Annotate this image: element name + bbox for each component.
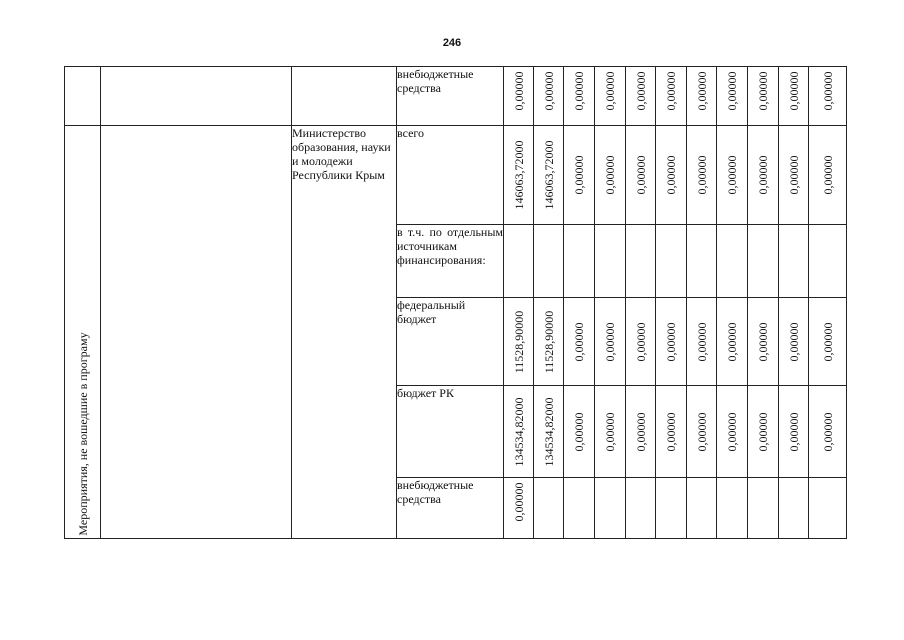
value-cell	[717, 67, 748, 126]
value-cell	[748, 225, 779, 298]
executor-cell: Министерство образования, науки и молодежи Республики Крым	[292, 126, 397, 539]
value-text: 0,00000	[756, 322, 770, 361]
value-cell	[504, 67, 534, 126]
value-cell	[626, 225, 656, 298]
value-text: 0,00000	[541, 71, 556, 110]
value-text: 11528,90000	[511, 310, 526, 373]
side-heading: Мероприятия, не вошедшие в програму	[75, 331, 90, 536]
source-label	[397, 298, 504, 386]
value-text: 134534,82000	[541, 397, 556, 466]
value-cell	[656, 225, 687, 298]
value-cell	[626, 386, 656, 478]
value-text: 146063,72000	[541, 140, 556, 210]
value-text: 0,00000	[572, 412, 586, 451]
value-cell	[779, 67, 809, 126]
value-text: 0,00000	[603, 412, 617, 451]
value-text: 0,00000	[725, 412, 739, 451]
value-cell	[534, 126, 564, 225]
value-cell	[595, 67, 626, 126]
value-text: 0,00000	[820, 71, 835, 110]
value-cell	[504, 478, 534, 539]
value-cell	[595, 386, 626, 478]
value-text: 0,00000	[786, 155, 801, 195]
value-cell	[809, 386, 847, 478]
value-cell	[595, 298, 626, 386]
value-cell	[687, 67, 717, 126]
value-cell	[564, 67, 595, 126]
value-cell	[626, 126, 656, 225]
value-cell	[809, 126, 847, 225]
value-cell	[809, 225, 847, 298]
value-cell	[626, 478, 656, 539]
value-text: 0,00000	[664, 322, 678, 361]
source-label-text: всего	[397, 126, 425, 140]
source-label-text: бюджет РК	[397, 386, 454, 400]
value-text: 0,00000	[756, 155, 770, 195]
value-cell	[564, 126, 595, 225]
table-body	[65, 67, 847, 539]
source-label	[397, 126, 504, 225]
value-text: 0,00000	[572, 155, 586, 195]
value-cell	[504, 298, 534, 386]
table-row	[65, 126, 847, 225]
table-row-top	[65, 67, 847, 126]
value-cell	[687, 298, 717, 386]
value-text: 0,00000	[820, 322, 835, 361]
value-cell	[717, 386, 748, 478]
source-label-text: федеральный бюджет	[397, 298, 466, 326]
value-cell	[564, 386, 595, 478]
source-label-text: в т.ч. по отдельным источникам финансирования:	[397, 225, 503, 267]
value-cell	[595, 225, 626, 298]
value-text: 0,00000	[694, 322, 709, 361]
value-cell	[748, 478, 779, 539]
value-text: 0,00000	[664, 71, 678, 110]
page-number: 246	[442, 37, 462, 49]
value-cell	[809, 298, 847, 386]
source-label	[397, 478, 504, 539]
value-text: 0,00000	[786, 322, 801, 361]
side-cell-empty	[65, 67, 101, 126]
value-text: 146063,72000	[511, 140, 526, 210]
value-cell	[687, 225, 717, 298]
value-text: 0,00000	[511, 71, 526, 110]
value-cell	[687, 386, 717, 478]
event-cell-empty	[101, 126, 292, 539]
value-text: 0,00000	[820, 155, 835, 195]
value-cell	[534, 386, 564, 478]
value-cell	[779, 298, 809, 386]
source-label-text: внебюджетные средства	[397, 478, 474, 506]
value-text: 0,00000	[694, 155, 709, 195]
value-cell	[504, 386, 534, 478]
value-text: 0,00000	[725, 155, 739, 195]
value-cell	[687, 126, 717, 225]
value-cell	[504, 225, 534, 298]
value-text: 0,00000	[786, 412, 801, 451]
value-cell	[748, 386, 779, 478]
value-cell	[748, 67, 779, 126]
value-cell	[534, 298, 564, 386]
source-label: внебюджетные средства	[397, 67, 504, 126]
value-text: 0,00000	[725, 322, 739, 361]
value-cell	[809, 67, 847, 126]
value-text: 134534,82000	[511, 397, 526, 466]
value-text: 0,00000	[820, 412, 835, 451]
value-text: 0,00000	[725, 71, 739, 110]
value-cell	[534, 67, 564, 126]
value-text: 0,00000	[572, 322, 586, 361]
value-cell	[717, 298, 748, 386]
value-cell	[717, 225, 748, 298]
source-label	[397, 386, 504, 478]
value-cell	[595, 478, 626, 539]
value-cell	[656, 126, 687, 225]
value-text: 0,00000	[603, 71, 617, 110]
value-cell	[564, 298, 595, 386]
value-text: 0,00000	[603, 155, 617, 195]
value-text: 0,00000	[633, 71, 648, 110]
side-heading-cell	[65, 126, 101, 539]
value-cell	[626, 298, 656, 386]
value-text: 11528,90000	[541, 310, 556, 373]
value-cell	[809, 478, 847, 539]
value-text: 0,00000	[786, 71, 801, 110]
value-text: 0,00000	[756, 412, 770, 451]
value-cell	[779, 478, 809, 539]
value-cell	[564, 225, 595, 298]
value-cell	[504, 126, 534, 225]
value-text: 0,00000	[633, 155, 648, 195]
value-text: 0,00000	[603, 322, 617, 361]
value-cell	[717, 126, 748, 225]
value-cell	[656, 67, 687, 126]
value-cell	[779, 225, 809, 298]
value-cell	[595, 126, 626, 225]
value-cell	[656, 478, 687, 539]
value-cell	[656, 298, 687, 386]
value-cell	[748, 298, 779, 386]
value-text: 0,00000	[572, 71, 586, 110]
value-text: 0,00000	[664, 155, 678, 195]
value-text: 0,00000	[511, 482, 526, 521]
value-text: 0,00000	[633, 412, 648, 451]
source-label	[397, 225, 504, 298]
value-text: 0,00000	[694, 412, 709, 451]
value-cell	[564, 478, 595, 539]
value-cell	[717, 478, 748, 539]
value-cell	[656, 386, 687, 478]
financing-table	[64, 66, 847, 539]
value-cell	[626, 67, 656, 126]
executor-cell-empty	[292, 67, 397, 126]
value-cell	[779, 386, 809, 478]
value-text: 0,00000	[756, 71, 770, 110]
value-cell	[534, 478, 564, 539]
value-cell	[779, 126, 809, 225]
value-text: 0,00000	[694, 71, 709, 110]
value-cell	[687, 478, 717, 539]
event-cell-empty	[101, 67, 292, 126]
value-text: 0,00000	[633, 322, 648, 361]
value-text: 0,00000	[664, 412, 678, 451]
value-cell	[748, 126, 779, 225]
value-cell	[534, 225, 564, 298]
